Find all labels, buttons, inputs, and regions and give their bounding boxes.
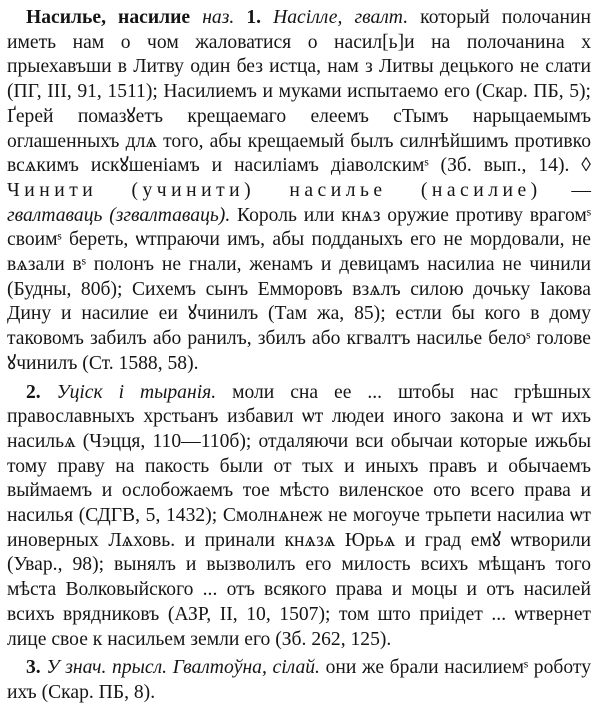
text-segment [41, 382, 57, 403]
italic-segment: Насілле, гвалт. [273, 7, 409, 28]
italic-segment: наз. [202, 7, 235, 28]
text-segment: они же брали насилиемˢ роботу ихъ (Скар. ПБ, 8). [7, 657, 591, 703]
italic-segment: гвалтаваць (згвалтаваць). [7, 204, 231, 226]
dictionary-entry [7, 6, 591, 706]
text-segment [190, 7, 202, 28]
italic-segment: Уціск і тыранія. [56, 381, 217, 403]
sense-2-paragraph [7, 381, 591, 653]
text-segment: который полочанин иметь нам о чом жаловатися о насил[ь]и на полочанина х прыехавъши в Литву один без истца, нам з Литвы децького не слати (ПГ, III, 91, 1511); Насилиемъ и муками испытаемо его (Скар. ПБ, 5); Ґерей помазꙋетъ крещаемаго елеемъ сТымъ нарыцаемымъ оглашенныхъ длѧ того, абы крещаемый былъ силнѣйшимъ противко всѧкимъ искꙋшеніамъ и насиліамъ діаволскимˢ (Зб. вып., 14). ◊ [7, 7, 591, 177]
text-segment [261, 7, 273, 28]
bold-segment: 3. [26, 657, 41, 679]
bold-segment: Насилье, насилие [26, 7, 191, 28]
text-segment [234, 7, 246, 28]
italic-segment: У знач. прысл. Гвалтоўна, сілай. [46, 657, 320, 679]
text-segment: Король или кнѧз оружие противу врагомˢ своимˢ береть, ѡтпраючи имъ, абы подданыхъ его не мордовали, не вѧзали вˢ полонъ не гнали, женамъ и девицамъ насилиа не чинили (Будны, 80б); Сихемъ сынъ Емморовъ взѧлъ силою дочьку Іакова Дину и насилие еи ꙋчинилъ (Там жа, 85); естли бы кого в дому таковомъ забилъ або ранилъ, збилъ або кгвалтъ насилье белоˢ голове ꙋчинилъ (Ст. 1588, 58). [7, 204, 591, 374]
text-segment: — [541, 179, 591, 201]
spaced-phrase: Чинити (учинити) насилье (насилие) [7, 179, 542, 201]
bold-segment: 2. [26, 381, 41, 403]
text-segment: моли сна ее ... штобы нас грѣшных православныхъ хрстьанъ избавил ѡт людеи иного закона и ѡт ихъ насильѧ (Чэцця, 110—110б); отдаляючи вси обычаи которые ижьбы тому праву на пакость были от тых и иныхъ правъ и обычаемъ выймаемъ и ослобожаемъ тое мѣсто виленское ото всего права и насилья (СДГВ, 5, 1432); Смолнѧнеж не могоуче трьпети насилиа ѡт иноверных Лѧховь. и принали кнѧзѧ Юрьѧ и град емꙋ ѡтворили (Увар., 98); вынялъ и вызволилъ его милость всихъ мѣщанъ того мѣста Волковыйского ... отъ всякого права и моцы и отъ насилей всихъ врядниковъ (АЗР, II, 10, 1507); том што приідет ... ѡтвернет лице свое к насильем земли его (Зб. 262, 125). [7, 381, 592, 650]
bold-segment: 1. [246, 7, 262, 28]
sense-1-paragraph [7, 6, 591, 377]
sense-3-paragraph [7, 656, 591, 705]
